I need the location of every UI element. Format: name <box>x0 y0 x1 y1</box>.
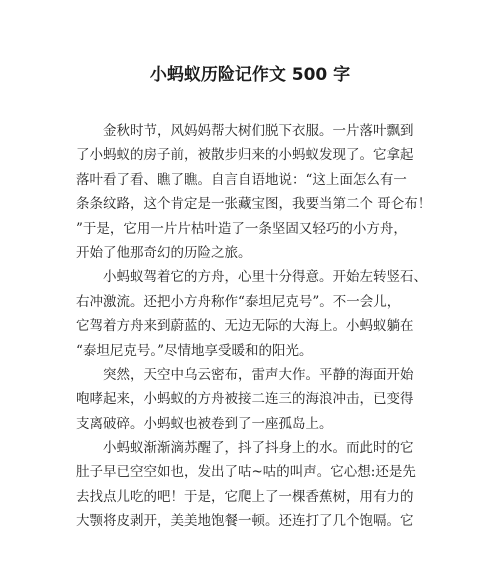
paragraph-line: 突然，天空中乌云密布，雷声大作。平静的海面开始 <box>103 366 414 383</box>
document-title: 小蚂蚁历险记作文 500 字 <box>149 65 351 85</box>
paragraph-line: 支离破碎。小蚂蚁也被卷到了一座孤岛上。 <box>76 415 333 432</box>
paragraph-line: 金秋时节，风妈妈帮大树们脱下衣服。一片落叶飘到 <box>103 123 414 139</box>
paragraph-line: 小蚂蚁渐渐滴苏醒了，抖了抖身上的水。而此时的它 <box>103 440 414 457</box>
paragraph-line: 小蚂蚁驾着它的方舟，心里十分得意。开始左转竖石、 <box>103 269 427 286</box>
paragraph-line: 右冲激流。还把小方舟称作“泰坦尼克号”。不一会儿， <box>76 293 401 310</box>
paragraph-line: “泰坦尼克号。”尽情地享受暖和的阳光。 <box>76 342 313 359</box>
paragraph-line: 条条纹路，这个肯定是一张藏宝图，我要当第二个 哥仑布！ <box>76 196 432 213</box>
paragraph-line: 它驾着方舟来到蔚蓝的、无边无际的大海上。小蚂蚁躺在 <box>76 318 414 335</box>
document-body <box>76 119 436 534</box>
paragraph-line: 了小蚂蚁的房子前，被散步归来的小蚂蚁发现了。它拿起 <box>76 147 414 164</box>
paragraph-line: 大颚将皮剥开，美美地饱餐一顿。还连打了几个饱嗝。它 <box>76 513 414 530</box>
paragraph-line: 肚子早已空空如也，发出了咕~咕的叫声。它心想:还是先 <box>76 464 416 481</box>
paragraph-line: 落叶看了看、瞧了瞧。自言自语地说：“这上面怎么有一 <box>76 171 407 188</box>
paragraph-line: 咆哮起来，小蚂蚁的方舟被接二连三的海浪冲击，已变得 <box>76 391 414 408</box>
paragraph-line: 开始了他那奇幻的历险之旅。 <box>76 244 252 261</box>
paragraph-line: ”于是，它用一片片枯叶造了一条坚固又轻巧的小方舟， <box>76 220 407 237</box>
paragraph-line: 去找点儿吃的吧！于是，它爬上了一棵香蕉树，用有力的 <box>76 488 414 505</box>
